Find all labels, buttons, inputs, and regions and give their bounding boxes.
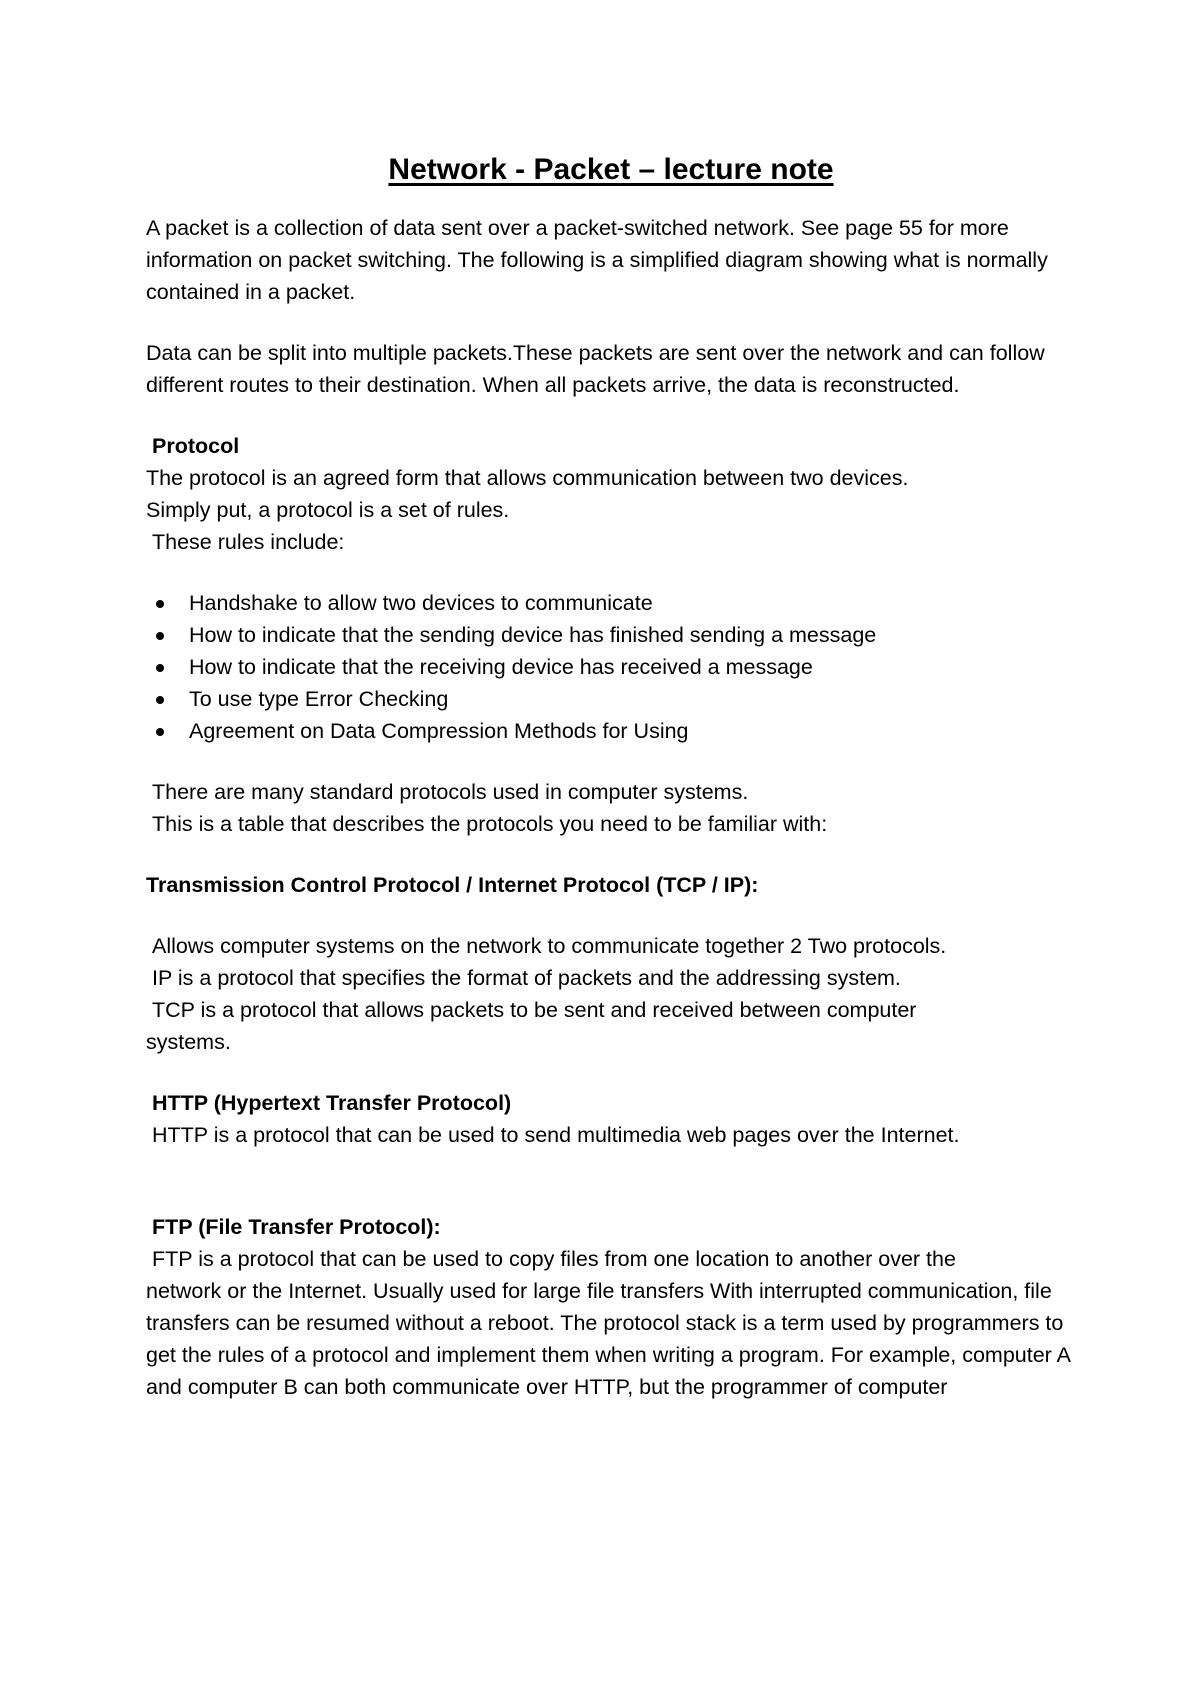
bullet-icon: [156, 664, 164, 672]
tcpip-line-1: Allows computer systems on the network to communicate together 2 Two protocols.: [152, 934, 947, 958]
bullet-icon: [156, 600, 164, 608]
list-item: [146, 619, 1076, 651]
bullet-icon: [156, 696, 164, 704]
tcpip-heading: Transmission Control Protocol / Internet Protocol (TCP / IP):: [146, 873, 759, 897]
list-item-text: How to indicate that the sending device has finished sending a message: [189, 623, 877, 647]
list-item: [146, 683, 1076, 715]
protocol-heading: Protocol: [152, 434, 240, 458]
bullet-icon: [156, 632, 164, 640]
list-item-text: Handshake to allow two devices to communicate: [189, 591, 653, 615]
tcpip-line-4: systems.: [146, 1030, 231, 1054]
list-item-text: To use type Error Checking: [189, 687, 449, 711]
list-item: [146, 651, 1076, 683]
ftp-heading: FTP (File Transfer Protocol):: [152, 1215, 441, 1239]
intro-paragraph-2: Data can be split into multiple packets.These packets are sent over the network and can follow different routes to their destination. When all packets arrive, the data is reconstructed.: [146, 341, 1045, 397]
document-body: [146, 150, 1076, 1403]
protocols-note-2: This is a table that describes the protocols you need to be familiar with:: [152, 812, 828, 836]
tcpip-line-2: IP is a protocol that specifies the format of packets and the addressing system.: [152, 966, 901, 990]
http-heading: HTTP (Hypertext Transfer Protocol): [152, 1091, 512, 1115]
tcpip-line-3: TCP is a protocol that allows packets to be sent and received between computer: [152, 998, 917, 1022]
page-title: Network - Packet – lecture note: [388, 153, 834, 186]
list-item-text: How to indicate that the receiving device has received a message: [189, 655, 813, 679]
rules-list: [146, 587, 1076, 747]
list-item: [146, 587, 1076, 619]
protocols-note-1: There are many standard protocols used in computer systems.: [152, 780, 749, 804]
ftp-line-1: FTP is a protocol that can be used to copy files from one location to another over the: [152, 1247, 956, 1271]
protocol-line-2: Simply put, a protocol is a set of rules.: [146, 498, 510, 522]
ftp-body: network or the Internet. Usually used for large file transfers With interrupted communication, file transfers can be resumed without a reboot. The protocol stack is a term used by programmers to get the rules of a protocol and implement them when writing a program. For example, computer A and computer B can both communicate over HTTP, but the programmer of computer: [146, 1279, 1070, 1399]
bullet-icon: [156, 728, 164, 736]
intro-paragraph-1: A packet is a collection of data sent over a packet-switched network. See page 55 for more information on packet switching. The following is a simplified diagram showing what is normally contained in a packet.: [146, 216, 1048, 304]
protocol-line-1: The protocol is an agreed form that allows communication between two devices.: [146, 466, 909, 490]
protocol-line-3: These rules include:: [152, 530, 345, 554]
list-item-text: Agreement on Data Compression Methods for Using: [189, 719, 689, 743]
list-item: [146, 715, 1076, 747]
http-line-1: HTTP is a protocol that can be used to send multimedia web pages over the Internet.: [152, 1123, 960, 1147]
